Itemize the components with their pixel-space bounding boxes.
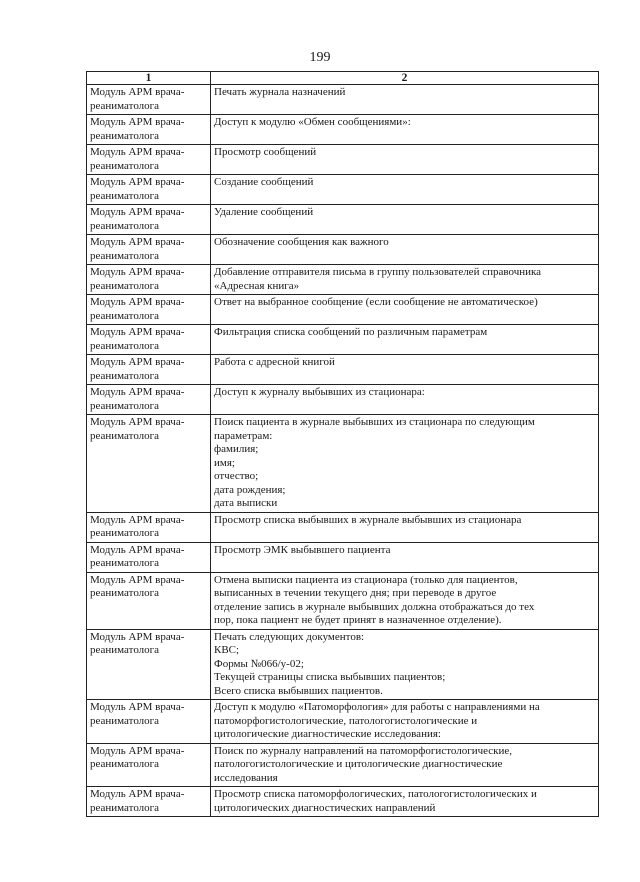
function-text-line: Работа с адресной книгой: [214, 356, 335, 368]
function-text-line: Создание сообщений: [214, 176, 314, 188]
function-text-line: Отмена выписки пациента из стационара (только для пациентов,: [214, 573, 518, 586]
module-cell: [87, 629, 211, 700]
table-row: [87, 115, 599, 145]
function-text-line: патоморфогистологические, патологогистологические и: [214, 714, 478, 727]
function-cell: [211, 205, 599, 235]
function-text-line: цитологические диагностические исследования:: [214, 728, 441, 740]
module-cell: [87, 700, 211, 744]
module-name-line: Модуль АРМ врача-: [90, 146, 185, 158]
table-row: [87, 145, 599, 175]
requirements-table: [86, 71, 599, 817]
module-name-line: реаниматолога: [90, 587, 160, 599]
function-cell: [211, 295, 599, 325]
table-row: [87, 235, 599, 265]
module-cell: [87, 325, 211, 355]
table-row: [87, 415, 599, 513]
module-name-line: реаниматолога: [90, 369, 160, 382]
function-text-line: Всего списка выбывших пациентов.: [214, 684, 383, 697]
function-text-line: Фильтрация списка сообщений по различным параметрам: [214, 326, 488, 338]
function-text-line: Доступ к журналу выбывших из стационара:: [214, 386, 425, 398]
module-name-line: Модуль АРМ врача-: [90, 513, 185, 526]
function-cell: [211, 355, 599, 385]
function-text-line: Просмотр ЭМК выбывшего пациента: [214, 543, 391, 556]
function-cell: [211, 512, 599, 542]
module-cell: [87, 512, 211, 542]
module-cell: [87, 355, 211, 385]
function-text-line: Печать журнала назначений: [214, 86, 346, 98]
module-name-line: реаниматолога: [90, 219, 160, 232]
module-name-line: реаниматолога: [90, 129, 160, 142]
table-row: [87, 700, 599, 744]
module-name-line: Модуль АРМ врача-: [90, 630, 185, 643]
module-cell: [87, 385, 211, 415]
table-row: [87, 743, 599, 787]
module-cell: [87, 175, 211, 205]
function-cell: [211, 542, 599, 572]
module-name-line: реаниматолога: [90, 644, 160, 656]
module-cell: [87, 85, 211, 115]
module-cell: [87, 235, 211, 265]
module-cell: [87, 572, 211, 629]
module-name-line: реаниматолога: [90, 801, 160, 814]
function-text-line: дата рождения;: [214, 483, 286, 496]
module-name-line: реаниматолога: [90, 758, 160, 770]
module-name-line: реаниматолога: [90, 429, 160, 442]
table-row: [87, 85, 599, 115]
table-row: [87, 175, 599, 205]
table-header-row: [87, 72, 599, 85]
function-cell: [211, 572, 599, 629]
module-name-line: реаниматолога: [90, 279, 160, 292]
function-cell: [211, 700, 599, 744]
module-name-line: реаниматолога: [90, 189, 160, 202]
module-name-line: Модуль АРМ врача-: [90, 701, 185, 713]
module-cell: [87, 743, 211, 787]
function-text-line: отделение запись в журнале выбывших должна отображаться до тех: [214, 600, 535, 613]
function-text-line: КВС;: [214, 644, 240, 656]
function-cell: [211, 85, 599, 115]
function-text-line: пор, пока пациент не будет принят в назначенное отделение).: [214, 614, 502, 626]
table-row: [87, 787, 599, 817]
table-row: [87, 325, 599, 355]
function-text-line: Просмотр списка патоморфологических, патологогистологических и: [214, 788, 537, 800]
function-text-line: Доступ к модулю «Обмен сообщениями»:: [214, 116, 411, 128]
module-name-line: Модуль АРМ врача-: [90, 326, 185, 338]
function-text-line: Обозначение сообщения как важного: [214, 236, 389, 248]
module-name-line: реаниматолога: [90, 339, 160, 352]
function-cell: [211, 265, 599, 295]
function-cell: [211, 629, 599, 700]
function-cell: [211, 235, 599, 265]
function-cell: [211, 145, 599, 175]
function-text-line: Добавление отправителя письма в группу пользователей справочника: [214, 266, 542, 278]
function-text-line: параметрам:: [214, 429, 273, 442]
function-text-line: выписанных в течении текущего дня; при переводе в другое: [214, 587, 497, 599]
table-row: [87, 355, 599, 385]
module-cell: [87, 145, 211, 175]
table-row: [87, 265, 599, 295]
function-text-line: Доступ к модулю «Патоморфология» для работы с направлениями на: [214, 701, 540, 713]
function-text-line: Просмотр сообщений: [214, 146, 317, 158]
module-name-line: Модуль АРМ врача-: [90, 116, 185, 128]
module-name-line: Модуль АРМ врача-: [90, 266, 185, 278]
table-row: [87, 295, 599, 325]
function-text-line: Ответ на выбранное сообщение (если сообщение не автоматическое): [214, 296, 538, 308]
module-name-line: Модуль АРМ врача-: [90, 236, 185, 248]
table-row: [87, 629, 599, 700]
module-name-line: Модуль АРМ врача-: [90, 386, 185, 398]
module-name-line: реаниматолога: [90, 399, 160, 412]
page-number: 199: [309, 50, 331, 65]
function-text-line: Поиск пациента в журнале выбывших из стационара по следующим: [214, 416, 535, 428]
module-name-line: реаниматолога: [90, 714, 160, 727]
module-name-line: Модуль АРМ врача-: [90, 573, 185, 586]
module-name-line: Модуль АРМ врача-: [90, 356, 185, 368]
function-cell: [211, 325, 599, 355]
function-text-line: исследования: [214, 771, 278, 784]
module-cell: [87, 542, 211, 572]
table-row: [87, 205, 599, 235]
table-body: [87, 85, 599, 817]
module-cell: [87, 205, 211, 235]
module-name-line: реаниматолога: [90, 527, 160, 539]
module-name-line: Модуль АРМ врача-: [90, 543, 185, 556]
column-header-2: 2: [211, 72, 599, 85]
column-header-1: 1: [87, 72, 211, 85]
function-cell: [211, 415, 599, 513]
table-row: [87, 542, 599, 572]
function-cell: [211, 385, 599, 415]
module-cell: [87, 265, 211, 295]
function-text-line: фамилия;: [214, 443, 259, 455]
function-cell: [211, 115, 599, 145]
function-text-line: Просмотр списка выбывших в журнале выбывших из стационара: [214, 513, 522, 526]
module-name-line: реаниматолога: [90, 309, 160, 322]
module-cell: [87, 787, 211, 817]
function-text-line: цитологических диагностических направлений: [214, 801, 436, 814]
module-cell: [87, 115, 211, 145]
function-text-line: Удаление сообщений: [214, 206, 314, 218]
function-text-line: Печать следующих документов:: [214, 630, 365, 643]
function-text-line: Текущей страницы списка выбывших пациентов;: [214, 671, 446, 683]
module-cell: [87, 415, 211, 513]
module-name-line: реаниматолога: [90, 249, 160, 262]
function-text-line: дата выписки: [214, 497, 278, 509]
function-cell: [211, 175, 599, 205]
module-name-line: реаниматолога: [90, 557, 160, 569]
module-name-line: Модуль АРМ врача-: [90, 176, 185, 188]
module-name-line: Модуль АРМ врача-: [90, 788, 185, 800]
function-cell: [211, 743, 599, 787]
module-cell: [87, 295, 211, 325]
module-name-line: Модуль АРМ врача-: [90, 86, 185, 98]
table-row: [87, 572, 599, 629]
module-name-line: Модуль АРМ врача-: [90, 744, 185, 757]
module-name-line: Модуль АРМ врача-: [90, 296, 185, 308]
module-name-line: реаниматолога: [90, 159, 160, 172]
function-text-line: Формы №066/у-02;: [214, 657, 304, 670]
function-text-line: отчество;: [214, 470, 259, 482]
table-row: [87, 385, 599, 415]
module-name-line: Модуль АРМ врача-: [90, 416, 185, 428]
module-name-line: реаниматолога: [90, 99, 160, 112]
function-cell: [211, 787, 599, 817]
function-text-line: патологогистологические и цитологические диагностические: [214, 758, 503, 770]
function-text-line: имя;: [214, 456, 235, 469]
table-row: [87, 512, 599, 542]
function-text-line: Поиск по журналу направлений на патоморфогистологические,: [214, 744, 513, 757]
module-name-line: Модуль АРМ врача-: [90, 206, 185, 218]
function-text-line: «Адресная книга»: [214, 279, 300, 292]
